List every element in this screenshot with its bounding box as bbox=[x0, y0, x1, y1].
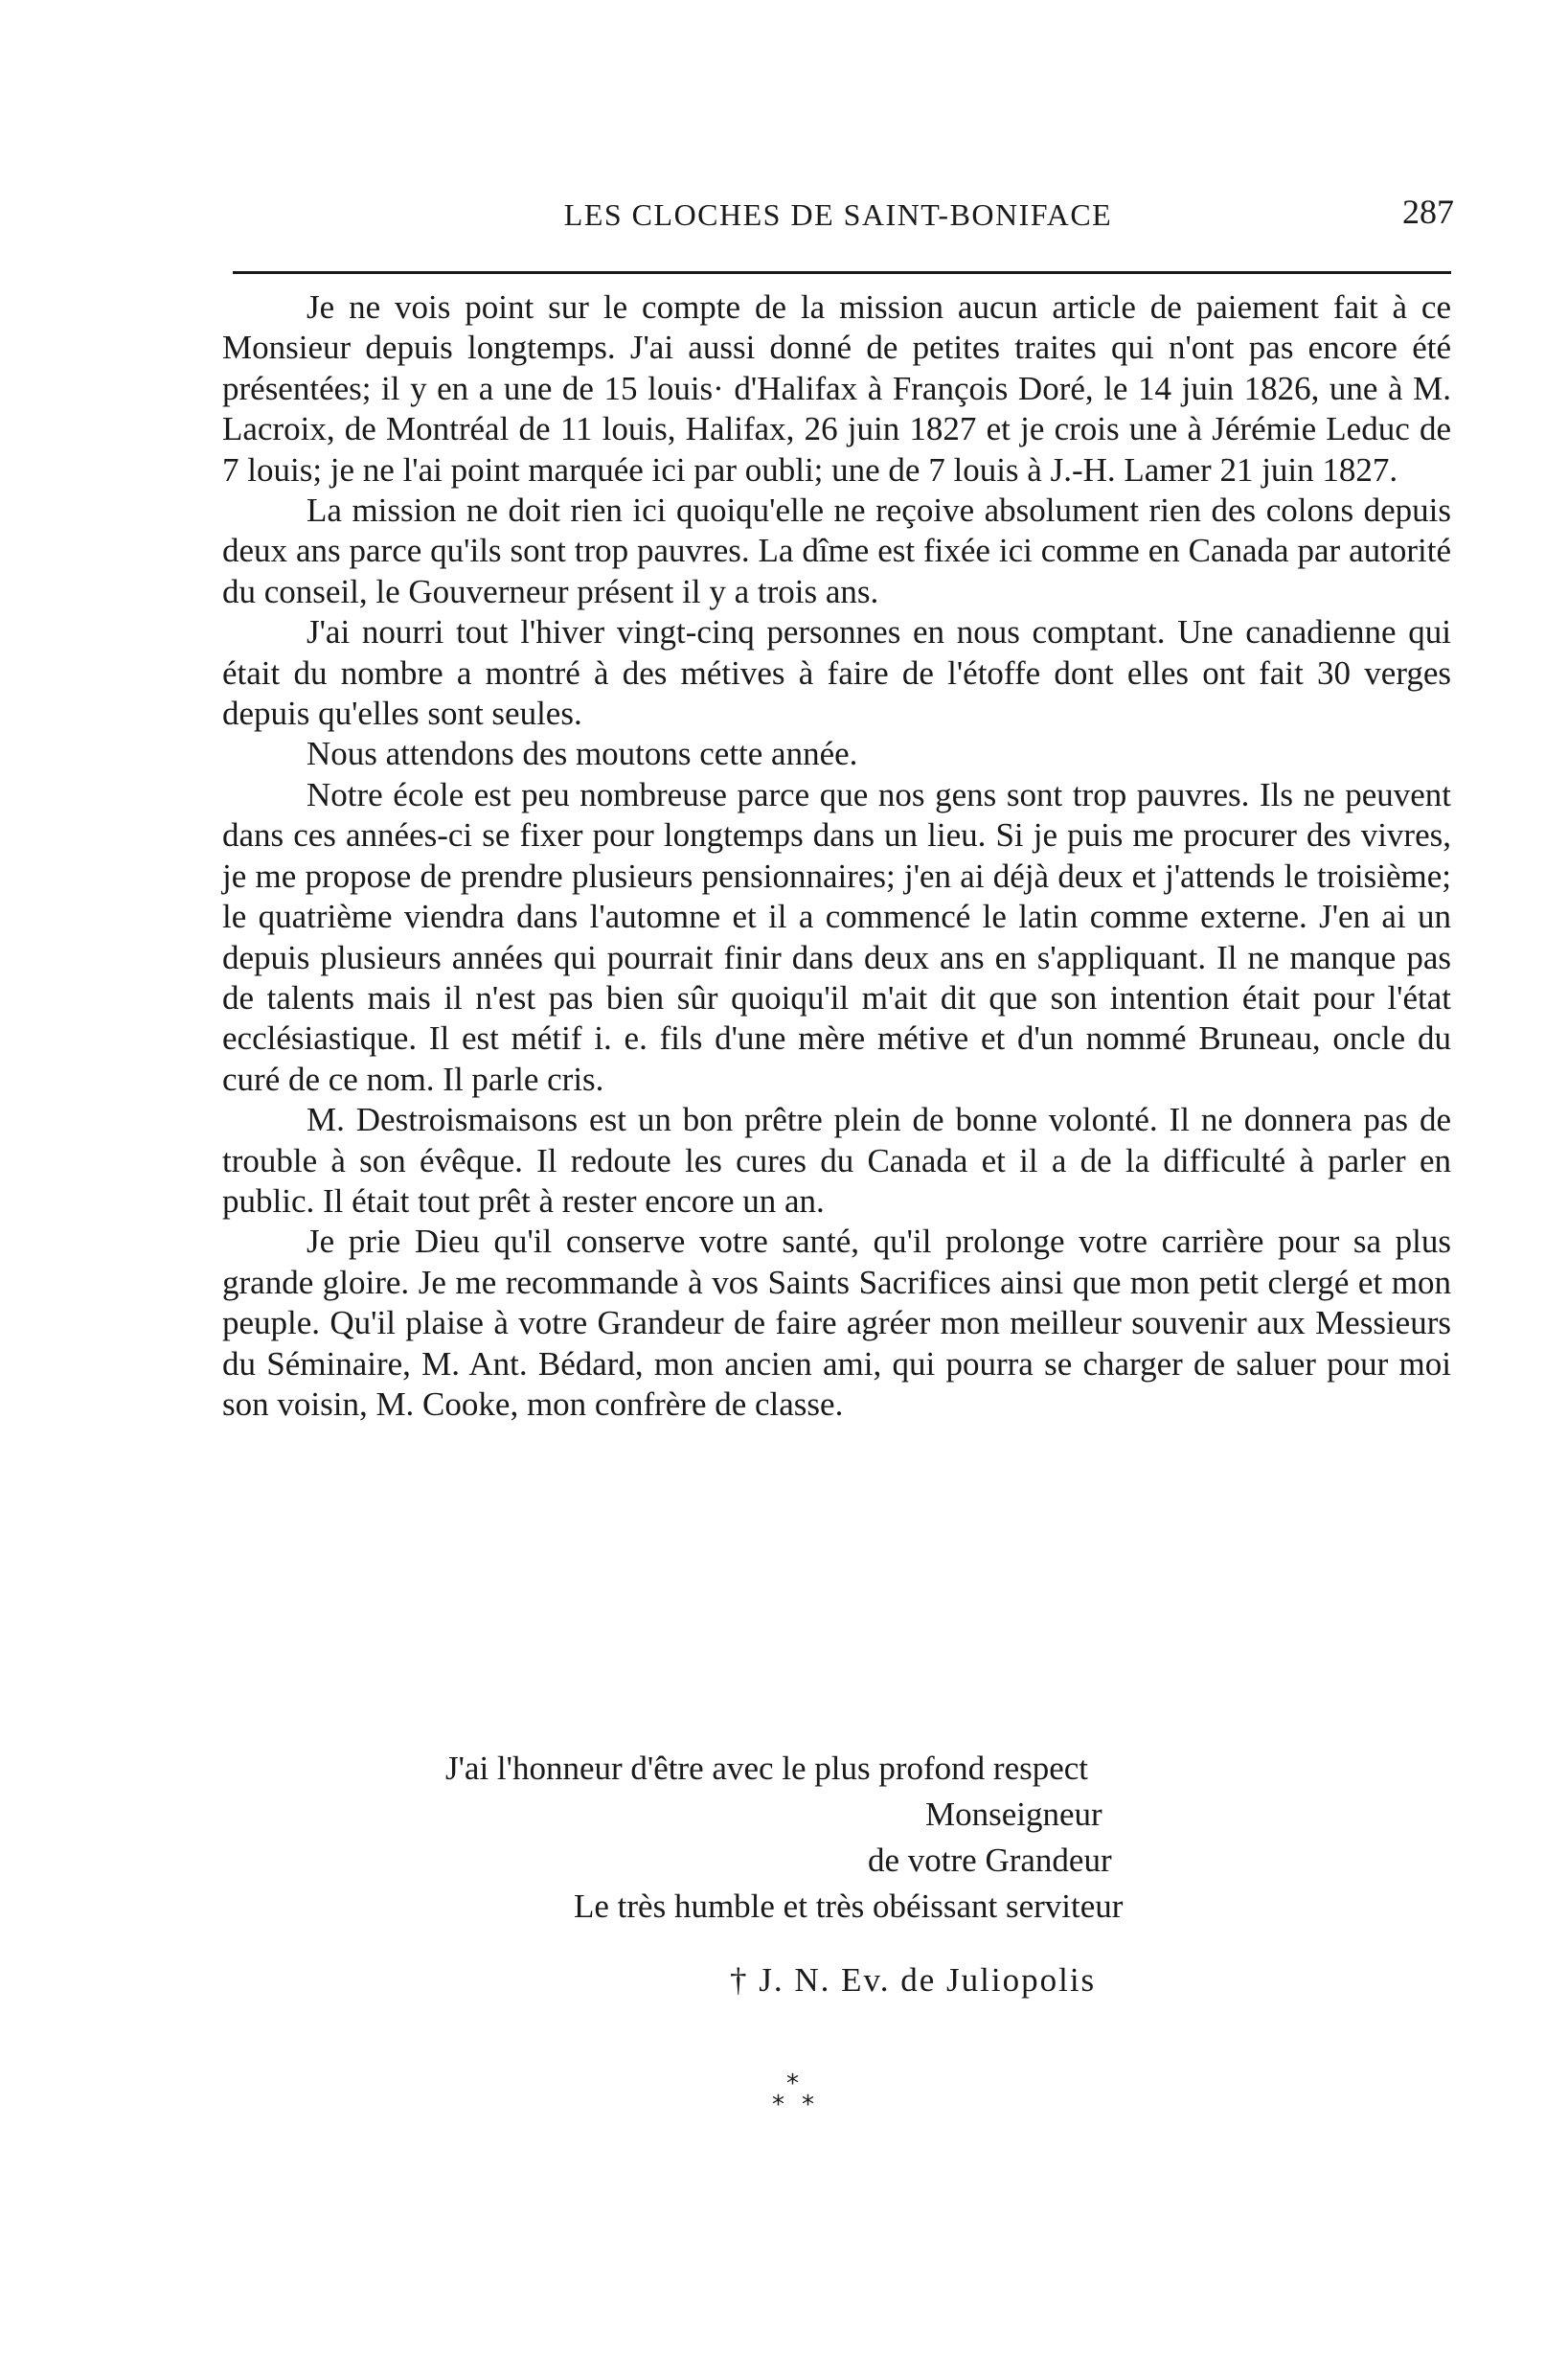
header-rule bbox=[233, 271, 1451, 274]
page-number: 287 bbox=[1402, 193, 1454, 231]
asterism-star-right: * bbox=[802, 2091, 814, 2119]
closing-grandeur: de votre Grandeur bbox=[868, 1841, 1112, 1879]
paragraph-sheep: Nous attendons des moutons cette année. bbox=[307, 735, 858, 773]
running-head bbox=[222, 192, 1454, 240]
paragraph-prayer: Je prie Dieu qu'il conserve votre santé, qu'il prolonge votre carrière pour sa plus grande gloire. Je me recommande à vos Saints Sacrifices ainsi que mon petit clergé et mon peuple. Qu'il plaise à votre Grandeur de faire agréer mon meilleur souvenir aux Messieurs du Séminaire, M. Ant. Bédard, mon ancien ami, qui pourra se charger de saluer pour moi son voisin, M. Cooke, mon confrère de classe. bbox=[222, 1223, 1451, 1423]
closing-salutation: Monseigneur bbox=[925, 1796, 1102, 1833]
paragraph-payments: Je ne vois point sur le compte de la mission aucun article de paiement fait à ce Monsieur depuis longtemps. J'ai aussi donné de petites traites qui n'ont pas encore été présentées; il y en a une de 15 louis· d'Halifax à François Doré, le 14 juin 1826, une à M. Lacroix, de Montréal de 11 louis, Halifax, 26 juin 1827 et je crois une à Jérémie Leduc de 7 louis; je ne l'ai point marquée ici par oubli; une de 7 louis à J.-H. Lamer 21 juin 1827. bbox=[222, 288, 1451, 489]
closing-servant: Le très humble et très obéissant serviteur bbox=[574, 1887, 1124, 1925]
asterism-ornament bbox=[766, 2070, 862, 2127]
paragraph-winter-fed: J'ai nourri tout l'hiver vingt-cinq personnes en nous comptant. Une canadienne qui était du nombre a montré à des métives à faire de l'étoffe dont elles ont fait 30 verges depuis qu'elles sont seules. bbox=[222, 613, 1451, 733]
asterism-star-top: * bbox=[786, 2070, 799, 2098]
closing-respect-line: J'ai l'honneur d'être avec le plus profond respect bbox=[445, 1750, 1089, 1787]
letter-body bbox=[222, 287, 1451, 1425]
running-title: LES CLOCHES DE SAINT-BONIFACE bbox=[563, 197, 1113, 232]
signature: † J. N. Ev. de Juliopolis bbox=[730, 1961, 1097, 1999]
asterism-star-left: * bbox=[772, 2091, 784, 2119]
paragraph-school: Notre école est peu nombreuse parce que nos gens sont trop pauvres. Ils ne peuvent dans ces années-ci se fixer pour longtemps dans un lieu. Si je puis me procurer des vivres, je me propose de prendre plusieurs pensionnaires; j'en ai déjà deux et j'attends le troisième; le quatrième viendra dans l'automne et il a commencé le latin comme externe. J'en ai un depuis plusieurs années qui pourrait finir dans deux ans en s'appliquant. Il ne manque pas de talents mais il n'est pas bien sûr quoiqu'il m'ait dit que son intention était pour l'état ecclésiastique. Il est métif i. e. fils d'une mère métive et d'un nommé Bruneau, oncle du curé de ce nom. Il parle cris. bbox=[222, 775, 1451, 1098]
paragraph-destroismaisons: M. Destroismaisons est un bon prêtre plein de bonne volonté. Il ne donnera pas de trouble à son évêque. Il redoute les cures du Canada et il a de la difficulté à parler en public. Il était tout prêt à rester encore un an. bbox=[222, 1101, 1451, 1220]
paragraph-mission-tithe: La mission ne doit rien ici quoiqu'elle ne reçoive absolument rien des colons depuis deux ans parce qu'ils sont trop pauvres. La dîme est fixée ici comme en Canada par autorité du conseil, le Gouverneur présent il y a trois ans. bbox=[222, 492, 1451, 610]
